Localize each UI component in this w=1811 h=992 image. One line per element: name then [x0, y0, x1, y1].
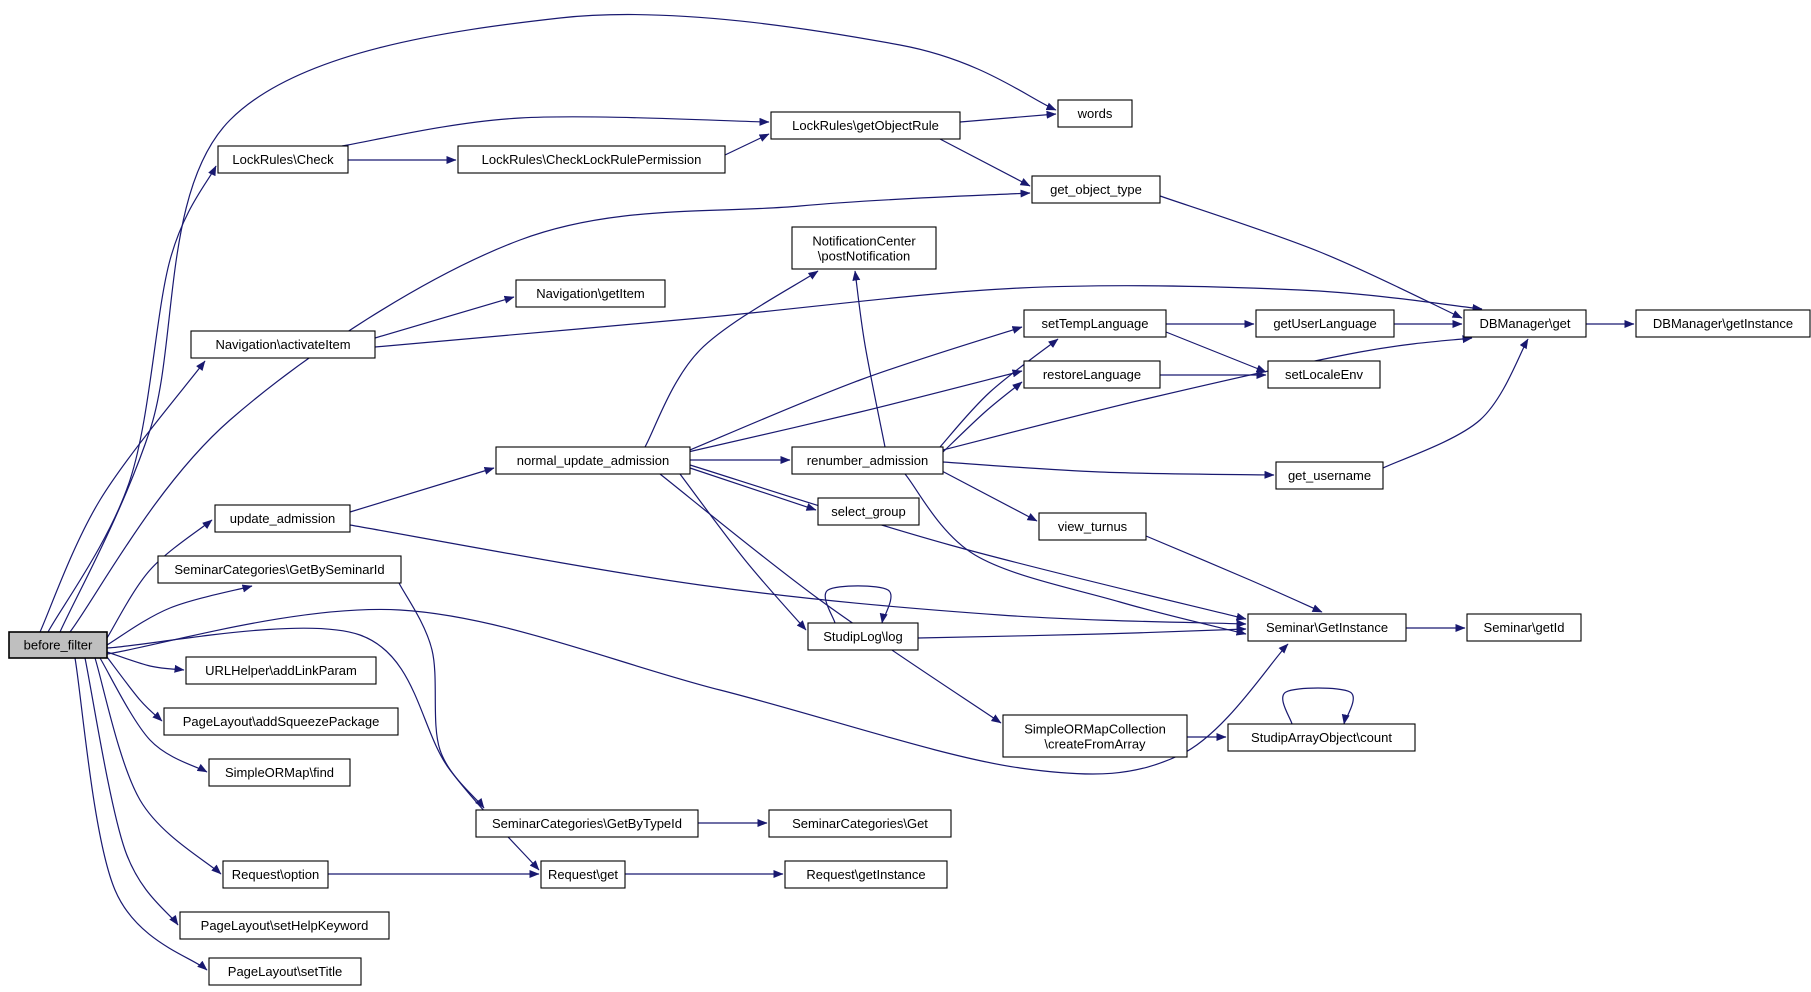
node-createFromArray[interactable] — [1003, 715, 1187, 757]
edge-normal_update_admission--restoreLanguage — [688, 371, 1022, 452]
svg-text:view_turnus: view_turnus — [1057, 519, 1128, 534]
node-seminarGetId[interactable] — [1467, 614, 1581, 641]
edge-renumber_admission--dbGet — [943, 338, 1472, 450]
node-check[interactable] — [218, 146, 348, 173]
svg-text:PageLayout\addSqueezePackage: PageLayout\addSqueezePackage — [182, 714, 380, 729]
svg-text:update_admission: update_admission — [229, 511, 336, 526]
svg-text:LockRules\getObjectRule: LockRules\getObjectRule — [792, 118, 939, 133]
node-requestGet[interactable] — [541, 861, 625, 888]
svg-text:setLocaleEnv: setLocaleEnv — [1284, 367, 1364, 382]
svg-text:normal_update_admission: normal_update_admission — [516, 453, 670, 468]
node-seminarCategoriesGet[interactable] — [769, 810, 951, 837]
node-getItem[interactable] — [516, 280, 665, 307]
node-view_turnus[interactable] — [1039, 513, 1146, 540]
node-requestGetInstance[interactable] — [785, 861, 947, 888]
svg-text:get_username: get_username — [1287, 468, 1372, 483]
edge-before_filter--activateItem — [40, 361, 205, 632]
svg-text:Navigation\activateItem: Navigation\activateItem — [215, 337, 351, 352]
edge-studipLog--studipLog — [825, 586, 891, 623]
node-get_object_type[interactable] — [1032, 176, 1160, 203]
svg-text:LockRules\CheckLockRulePermiss: LockRules\CheckLockRulePermission — [481, 152, 702, 167]
svg-text:URLHelper\addLinkParam: URLHelper\addLinkParam — [205, 663, 357, 678]
edge-get_username--dbGet — [1383, 339, 1528, 468]
svg-text:SimpleORMapCollection\createFr: SimpleORMapCollection \createFromArray — [1024, 721, 1166, 752]
svg-text:Request\getInstance: Request\getInstance — [806, 867, 926, 882]
svg-text:PageLayout\setHelpKeyword: PageLayout\setHelpKeyword — [200, 918, 369, 933]
node-getObjectRule[interactable] — [771, 112, 960, 139]
node-get_username[interactable] — [1276, 462, 1383, 489]
svg-text:getUserLanguage: getUserLanguage — [1273, 316, 1377, 331]
edge-renumber_admission--get_username — [943, 462, 1274, 475]
edge-renumber_admission--postNotification — [855, 271, 885, 447]
node-simpleORMapFind[interactable] — [209, 759, 350, 786]
edge-renumber_admission--setTempLanguage — [940, 339, 1058, 447]
svg-text:StudipArrayObject\count: StudipArrayObject\count — [1251, 730, 1392, 745]
edge-renumber_admission--restoreLanguage — [943, 382, 1022, 452]
edge-get_object_type--dbGet — [1160, 196, 1462, 318]
node-addSqueezePackage[interactable] — [164, 708, 398, 735]
node-getBySeminarId[interactable] — [158, 556, 401, 583]
edge-arrayCount--arrayCount — [1283, 688, 1354, 724]
edge-before_filter--requestOption — [95, 658, 221, 874]
node-addLinkParam[interactable] — [186, 657, 376, 684]
svg-text:NotificationCenter\postNotific: NotificationCenter \postNotification — [812, 233, 916, 264]
edge-getObjectRule--words — [960, 114, 1056, 122]
node-dbGetInstance[interactable] — [1636, 310, 1810, 337]
edge-normal_update_admission--seminarGetInstance — [690, 465, 1246, 619]
edge-normal_update_admission--setTempLanguage — [690, 327, 1022, 450]
node-setTempLanguage[interactable] — [1024, 310, 1166, 337]
edge-normal_update_admission--studipLog — [680, 474, 806, 630]
svg-text:SimpleORMap\find: SimpleORMap\find — [224, 765, 335, 780]
node-seminarGetInstance[interactable] — [1248, 614, 1406, 641]
edge-renumber_admission--view_turnus — [940, 470, 1037, 521]
svg-text:get_object_type: get_object_type — [1050, 182, 1142, 197]
node-activateItem[interactable] — [191, 331, 375, 358]
node-studipLog[interactable] — [808, 623, 918, 650]
svg-text:DBManager\get: DBManager\get — [1479, 316, 1571, 331]
edge-checkLockRulePermission--getObjectRule — [725, 134, 769, 155]
node-checkLockRulePermission[interactable] — [458, 146, 725, 173]
svg-text:restoreLanguage: restoreLanguage — [1042, 367, 1142, 382]
node-dbGet[interactable] — [1464, 310, 1586, 337]
node-words[interactable] — [1058, 100, 1132, 127]
edge-setTempLanguage--setLocaleEnv — [1166, 332, 1266, 372]
svg-text:Seminar\getId: Seminar\getId — [1483, 620, 1565, 635]
node-setLocaleEnv[interactable] — [1268, 361, 1380, 388]
svg-text:select_group: select_group — [831, 504, 906, 519]
svg-text:Request\option: Request\option — [231, 867, 320, 882]
svg-text:before_filter: before_filter — [23, 637, 93, 653]
svg-text:SeminarCategories\GetBySeminar: SeminarCategories\GetBySeminarId — [174, 562, 385, 577]
edge-renumber_admission--seminarGetInstance — [905, 474, 1246, 634]
svg-text:PageLayout\setTitle: PageLayout\setTitle — [227, 964, 343, 979]
edge-normal_update_admission--postNotification — [645, 271, 818, 447]
edge-getObjectRule--get_object_type — [940, 139, 1030, 186]
edge-update_admission--normal_update_admission — [350, 468, 494, 512]
svg-text:Request\get: Request\get — [547, 867, 619, 882]
node-select_group[interactable] — [818, 498, 919, 525]
node-renumber_admission[interactable] — [792, 447, 943, 474]
edge-before_filter--addLinkParam — [107, 652, 184, 670]
node-restoreLanguage[interactable] — [1024, 361, 1160, 388]
svg-text:StudipLog\log: StudipLog\log — [823, 629, 903, 644]
svg-text:renumber_admission: renumber_admission — [806, 453, 929, 468]
node-normal_update_admission[interactable] — [496, 447, 690, 474]
node-postNotification[interactable] — [792, 227, 936, 269]
node-getByTypeId[interactable] — [476, 810, 698, 837]
edge-before_filter--words — [60, 15, 1056, 632]
node-setHelpKeyword[interactable] — [180, 912, 389, 939]
nodes-layer — [9, 100, 1810, 985]
edge-before_filter--setHelpKeyword — [85, 658, 178, 925]
svg-text:SeminarCategories\Get: SeminarCategories\Get — [792, 816, 928, 831]
edge-studipLog--seminarGetInstance — [918, 629, 1246, 638]
svg-text:setTempLanguage: setTempLanguage — [1041, 316, 1149, 331]
svg-text:Seminar\GetInstance: Seminar\GetInstance — [1265, 620, 1389, 635]
edge-check--getObjectRule — [342, 117, 769, 146]
node-requestOption[interactable] — [223, 861, 328, 888]
edge-getBySeminarId--getByTypeId — [399, 583, 484, 808]
node-update_admission[interactable] — [215, 505, 350, 532]
svg-text:LockRules\Check: LockRules\Check — [232, 152, 334, 167]
svg-text:words: words — [1077, 106, 1113, 121]
edge-activateItem--getItem — [375, 297, 514, 338]
svg-text:Navigation\getItem: Navigation\getItem — [536, 286, 645, 301]
node-setTitle[interactable] — [209, 958, 361, 985]
edge-before_filter--getBySeminarId — [107, 586, 252, 645]
svg-text:SeminarCategories\GetByTypeId: SeminarCategories\GetByTypeId — [491, 816, 683, 831]
node-arrayCount[interactable] — [1228, 724, 1415, 751]
svg-text:DBManager\getInstance: DBManager\getInstance — [1652, 316, 1794, 331]
node-before_filter[interactable] — [9, 632, 107, 658]
node-getUserLanguage[interactable] — [1256, 310, 1394, 337]
